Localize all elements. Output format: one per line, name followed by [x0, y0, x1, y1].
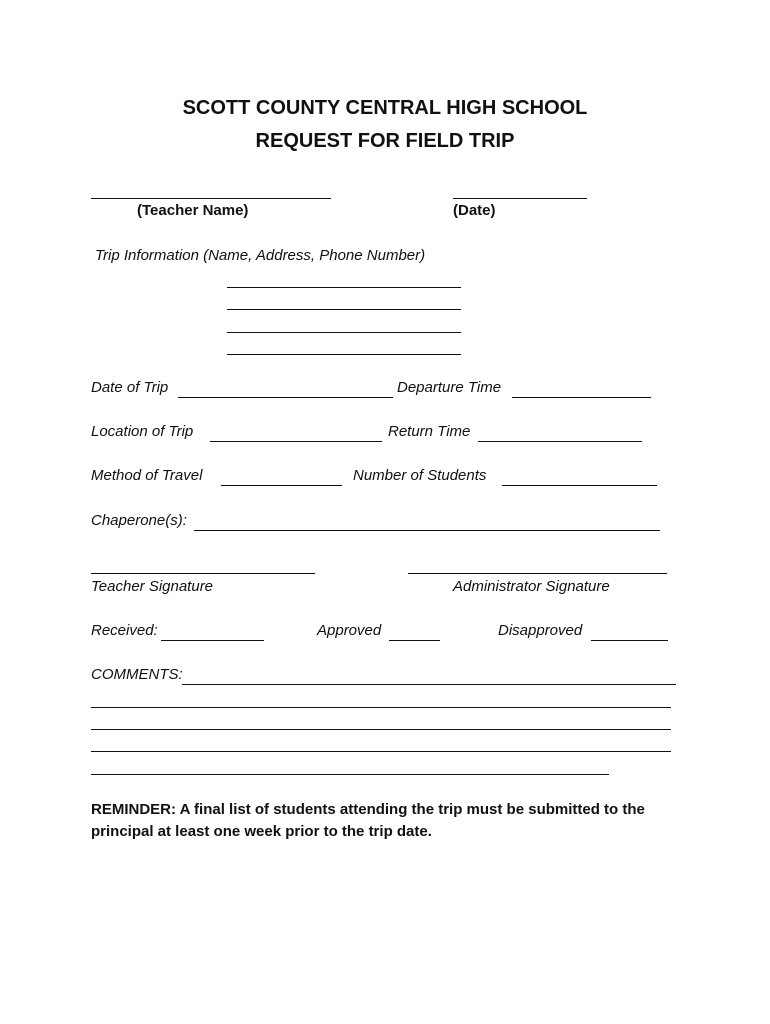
comments-line-3[interactable] — [91, 729, 671, 730]
trip-info-label: Trip Information (Name, Address, Phone Number) — [95, 247, 426, 264]
received-line[interactable] — [161, 640, 264, 641]
location-of-trip-line[interactable] — [210, 441, 382, 442]
trip-info-line-4[interactable] — [227, 354, 461, 355]
teacher-signature-line[interactable] — [91, 573, 315, 574]
date-of-trip-label: Date of Trip — [91, 379, 169, 396]
teacher-signature-label: Teacher Signature — [91, 578, 214, 595]
chaperones-line[interactable] — [194, 530, 660, 531]
date-of-trip-line[interactable] — [178, 397, 393, 398]
comments-label: COMMENTS: — [91, 666, 183, 683]
chaperones-label: Chaperone(s): — [91, 512, 187, 529]
disapproved-label: Disapproved — [498, 622, 583, 639]
administrator-signature-label: Administrator Signature — [453, 578, 610, 595]
comments-line-2[interactable] — [91, 707, 671, 708]
comments-line-1[interactable] — [182, 684, 676, 685]
number-of-students-line[interactable] — [502, 485, 657, 486]
trip-info-line-2[interactable] — [227, 309, 461, 310]
return-time-label: Return Time — [388, 423, 471, 440]
method-of-travel-label: Method of Travel — [91, 467, 203, 484]
disapproved-line[interactable] — [591, 640, 668, 641]
administrator-signature-line[interactable] — [408, 573, 667, 574]
form-title: REQUEST FOR FIELD TRIP — [255, 130, 515, 152]
comments-line-4[interactable] — [91, 751, 671, 752]
comments-line-5[interactable] — [91, 774, 609, 775]
trip-info-line-1[interactable] — [227, 287, 461, 288]
school-name: SCOTT COUNTY CENTRAL HIGH SCHOOL — [182, 97, 588, 119]
method-of-travel-line[interactable] — [221, 485, 342, 486]
trip-info-line-3[interactable] — [227, 332, 461, 333]
location-of-trip-label: Location of Trip — [91, 423, 194, 440]
departure-time-line[interactable] — [512, 397, 651, 398]
return-time-line[interactable] — [478, 441, 642, 442]
teacher-name-label: (Teacher Name) — [137, 202, 249, 219]
number-of-students-label: Number of Students — [353, 467, 487, 484]
approved-line[interactable] — [389, 640, 440, 641]
departure-time-label: Departure Time — [397, 379, 502, 396]
date-line[interactable] — [453, 198, 587, 199]
approved-label: Approved — [317, 622, 382, 639]
date-label: (Date) — [453, 202, 496, 219]
teacher-name-line[interactable] — [91, 198, 331, 199]
received-label: Received: — [91, 622, 158, 639]
reminder-note: REMINDER: A final list of students attending the trip must be submitted to the principal at least one week prior to the trip date. — [91, 801, 645, 840]
